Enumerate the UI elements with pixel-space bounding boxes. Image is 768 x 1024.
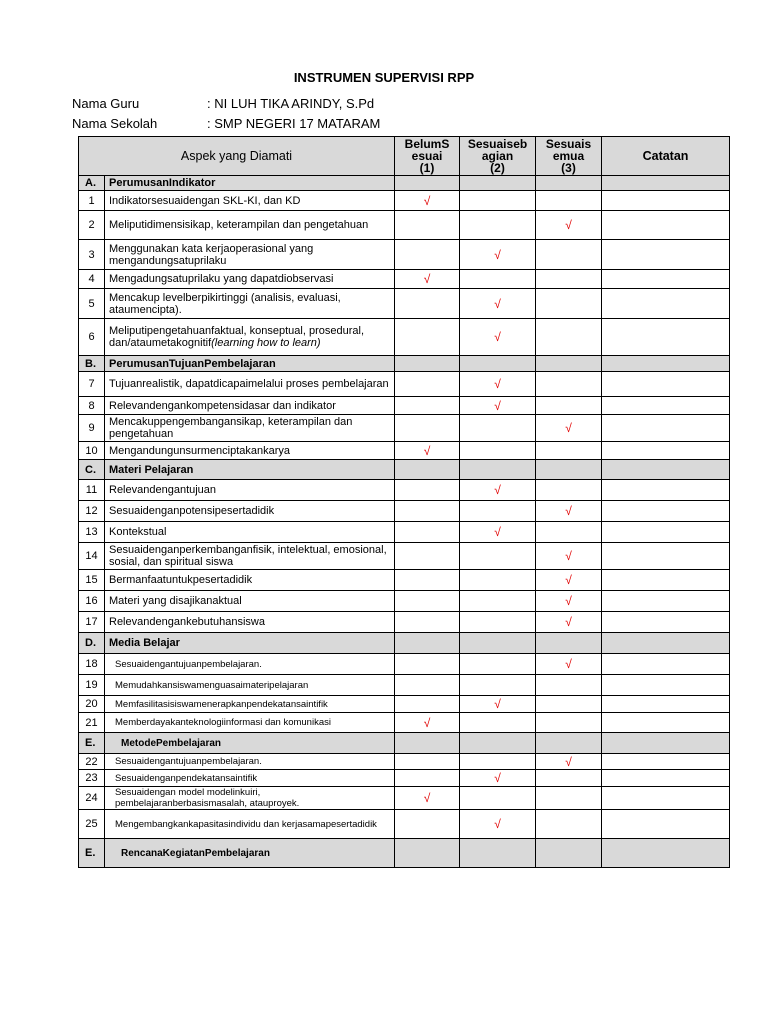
section-title: PerumusanIndikator (105, 176, 395, 191)
item-text-label: Memudahkansiswamenguasaimateripelajaran (115, 679, 309, 691)
check-mark-icon: √ (423, 193, 431, 208)
school-label: Nama Sekolah (72, 116, 158, 131)
item-text (105, 397, 395, 415)
empty-cell (602, 176, 730, 191)
item-text (105, 240, 395, 270)
section-title: RencanaKegiatanPembelajaran (105, 839, 395, 868)
header-sesuai-sebagian: Sesuaiseb agian (2) (460, 137, 536, 176)
score-cell-2 (460, 810, 536, 839)
section-row (79, 176, 730, 191)
table-row (79, 319, 730, 356)
score-cell-1 (395, 270, 460, 289)
score-cell-3 (536, 570, 602, 591)
item-text-label: Materi yang disajikanaktual (109, 595, 242, 607)
section-row (79, 356, 730, 372)
item-text (105, 191, 395, 211)
score-cell-1 (395, 713, 460, 733)
empty-cell (460, 633, 536, 654)
empty-cell (602, 460, 730, 480)
score-cell-3 (536, 810, 602, 839)
school-info (72, 116, 380, 131)
score-cell-3 (536, 612, 602, 633)
score-cell-3 (536, 713, 602, 733)
score-cell-1 (395, 191, 460, 211)
empty-cell (536, 356, 602, 372)
item-text (105, 696, 395, 713)
table-row (79, 415, 730, 442)
section-row (79, 633, 730, 654)
item-number: 11 (79, 480, 105, 501)
check-mark-icon: √ (565, 594, 572, 608)
item-text-label: Sesuaidenganperkembanganfisik, intelektual, emosional, sosial, dan spiritual siswa (109, 544, 387, 568)
item-number: 2 (79, 211, 105, 240)
item-number: 21 (79, 713, 105, 733)
catatan-cell (602, 543, 730, 570)
item-text (105, 570, 395, 591)
empty-cell (395, 460, 460, 480)
catatan-cell (602, 675, 730, 696)
item-text-label: Meliputidimensisikap, keterampilan dan pengetahuan (109, 219, 369, 231)
item-text (105, 675, 395, 696)
item-number: 15 (79, 570, 105, 591)
score-cell-1 (395, 211, 460, 240)
score-cell-2 (460, 543, 536, 570)
empty-cell (536, 460, 602, 480)
catatan-cell (602, 415, 730, 442)
score-cell-2 (460, 372, 536, 397)
check-mark-icon: √ (494, 817, 501, 831)
score-cell-1 (395, 480, 460, 501)
catatan-cell (602, 570, 730, 591)
score-cell-2 (460, 480, 536, 501)
table-row (79, 696, 730, 713)
check-mark-icon: √ (565, 573, 572, 587)
section-letter: E. (79, 733, 105, 754)
score-cell-1 (395, 397, 460, 415)
catatan-cell (602, 191, 730, 211)
section-row (79, 839, 730, 868)
table-row (79, 713, 730, 733)
score-cell-1 (395, 696, 460, 713)
score-cell-1 (395, 810, 460, 839)
empty-cell (602, 733, 730, 754)
item-text-label: Menggunakan kata kerjaoperasional yang mengandungsatuprilaku (109, 242, 314, 267)
score-cell-2 (460, 713, 536, 733)
check-mark-icon: √ (565, 615, 572, 629)
catatan-cell (602, 696, 730, 713)
table-row (79, 522, 730, 543)
item-text (105, 713, 395, 733)
catatan-cell (602, 654, 730, 675)
item-number: 7 (79, 372, 105, 397)
section-letter: E. (79, 839, 105, 868)
item-number: 5 (79, 289, 105, 319)
section-letter: B. (79, 356, 105, 372)
score-cell-1 (395, 675, 460, 696)
score-cell-1 (395, 754, 460, 770)
check-mark-icon: √ (565, 218, 572, 232)
item-text (105, 319, 395, 356)
catatan-cell (602, 522, 730, 543)
score-cell-3 (536, 442, 602, 460)
item-text-label: Relevandengankompetensidasar dan indikator (109, 399, 336, 412)
empty-cell (460, 356, 536, 372)
score-cell-2 (460, 591, 536, 612)
score-cell-1 (395, 415, 460, 442)
score-cell-2 (460, 770, 536, 787)
item-number: 19 (79, 675, 105, 696)
item-text (105, 211, 395, 240)
table-row (79, 442, 730, 460)
item-number: 22 (79, 754, 105, 770)
score-cell-3 (536, 754, 602, 770)
score-cell-2 (460, 754, 536, 770)
score-cell-2 (460, 696, 536, 713)
item-text (105, 442, 395, 460)
item-number: 14 (79, 543, 105, 570)
empty-cell (460, 733, 536, 754)
table-row (79, 372, 730, 397)
catatan-cell (602, 754, 730, 770)
score-cell-2 (460, 415, 536, 442)
table-row (79, 240, 730, 270)
score-cell-3 (536, 543, 602, 570)
item-text (105, 270, 395, 289)
table-row (79, 591, 730, 612)
item-text (105, 810, 395, 839)
score-cell-2 (460, 397, 536, 415)
catatan-cell (602, 289, 730, 319)
item-number: 16 (79, 591, 105, 612)
check-mark-icon: √ (494, 525, 501, 539)
check-mark-icon: √ (423, 791, 431, 805)
empty-cell (536, 176, 602, 191)
check-mark-icon: √ (494, 330, 501, 344)
check-mark-icon: √ (565, 657, 572, 671)
check-mark-icon: √ (565, 504, 572, 518)
score-cell-3 (536, 787, 602, 810)
table-row (79, 810, 730, 839)
item-text-label: Meliputipengetahuanfaktual, konseptual, prosedural, dan/ataumetakognitif (109, 325, 365, 349)
score-cell-2 (460, 501, 536, 522)
item-text (105, 612, 395, 633)
catatan-cell (602, 713, 730, 733)
catatan-cell (602, 810, 730, 839)
empty-cell (602, 356, 730, 372)
section-title: MetodePembelajaran (105, 733, 395, 754)
item-number: 12 (79, 501, 105, 522)
score-cell-3 (536, 397, 602, 415)
empty-cell (395, 839, 460, 868)
check-mark-icon: √ (565, 421, 572, 435)
item-number: 24 (79, 787, 105, 810)
empty-cell (395, 633, 460, 654)
empty-cell (460, 460, 536, 480)
section-title: Media Belajar (105, 633, 395, 654)
catatan-cell (602, 270, 730, 289)
item-number: 6 (79, 319, 105, 356)
table-row (79, 211, 730, 240)
score-cell-2 (460, 654, 536, 675)
check-mark-icon: √ (423, 443, 431, 458)
section-title: Materi Pelajaran (105, 460, 395, 480)
item-text-label: Sesuaidengantujuanpembelajaran. (115, 756, 262, 767)
score-cell-1 (395, 289, 460, 319)
score-cell-1 (395, 591, 460, 612)
section-title: PerumusanTujuanPembelajaran (105, 356, 395, 372)
item-text-label: Relevandengankebutuhansiswa (109, 616, 265, 628)
item-text-label: Mengadungsatuprilaku yang dapatdiobservasi (109, 273, 334, 285)
item-number: 25 (79, 810, 105, 839)
score-cell-1 (395, 240, 460, 270)
score-cell-2 (460, 191, 536, 211)
score-cell-1 (395, 319, 460, 356)
catatan-cell (602, 319, 730, 356)
table-row (79, 501, 730, 522)
table-row (79, 289, 730, 319)
score-cell-3 (536, 319, 602, 356)
table-row (79, 754, 730, 770)
score-cell-3 (536, 675, 602, 696)
item-text (105, 289, 395, 319)
score-cell-3 (536, 415, 602, 442)
section-row (79, 460, 730, 480)
score-cell-2 (460, 522, 536, 543)
score-cell-3 (536, 270, 602, 289)
item-text-label: Sesuaidengan model modelinkuiri, pembelajaranberbasismasalah, atauproyek. (115, 787, 300, 809)
item-text-label: Memfasilitasisiswamenerapkanpendekatansaintifik (115, 698, 328, 710)
item-text (105, 770, 395, 787)
table-row (79, 675, 730, 696)
score-cell-3 (536, 289, 602, 319)
section-letter: D. (79, 633, 105, 654)
check-mark-icon: √ (494, 377, 501, 391)
section-row (79, 733, 730, 754)
score-cell-2 (460, 675, 536, 696)
catatan-cell (602, 787, 730, 810)
document-title: INSTRUMEN SUPERVISI RPP (293, 70, 475, 85)
score-cell-1 (395, 501, 460, 522)
empty-cell (536, 733, 602, 754)
score-cell-2 (460, 442, 536, 460)
item-text (105, 591, 395, 612)
item-text-label: Bermanfaatuntukpesertadidik (109, 574, 253, 586)
teacher-label: Nama Guru (72, 96, 140, 111)
empty-cell (395, 176, 460, 191)
item-text (105, 415, 395, 442)
score-cell-1 (395, 654, 460, 675)
catatan-cell (602, 480, 730, 501)
item-text-label: Mencakup levelberpikirtinggi (analisis, evaluasi, ataumencipta). (109, 291, 341, 316)
check-mark-icon: √ (565, 549, 572, 563)
check-mark-icon: √ (494, 483, 501, 497)
item-text-label: Mencakuppengembangansikap, keterampilan dan pengetahuan (109, 416, 353, 440)
score-cell-2 (460, 270, 536, 289)
check-mark-icon: √ (494, 398, 501, 413)
catatan-cell (602, 612, 730, 633)
item-number: 9 (79, 415, 105, 442)
score-cell-3 (536, 240, 602, 270)
item-text-label: Sesuaidenganpotensipesertadidik (109, 505, 275, 517)
check-mark-icon: √ (423, 272, 431, 286)
catatan-cell (602, 591, 730, 612)
item-number: 17 (79, 612, 105, 633)
score-cell-2 (460, 211, 536, 240)
item-number: 23 (79, 770, 105, 787)
item-number: 20 (79, 696, 105, 713)
item-number: 8 (79, 397, 105, 415)
item-text-label: Sesuaidengantujuanpembelajaran. (115, 658, 262, 670)
catatan-cell (602, 397, 730, 415)
score-cell-2 (460, 612, 536, 633)
empty-cell (395, 733, 460, 754)
check-mark-icon: √ (494, 247, 501, 262)
score-cell-1 (395, 522, 460, 543)
score-cell-2 (460, 240, 536, 270)
item-number: 1 (79, 191, 105, 211)
score-cell-2 (460, 289, 536, 319)
item-text-label: Sesuaidenganpendekatansaintifik (115, 772, 258, 784)
empty-cell (460, 176, 536, 191)
item-text (105, 522, 395, 543)
item-number: 18 (79, 654, 105, 675)
score-cell-1 (395, 570, 460, 591)
table-row (79, 397, 730, 415)
catatan-cell (602, 501, 730, 522)
empty-cell (395, 356, 460, 372)
table-header-row (79, 137, 730, 176)
item-number: 10 (79, 442, 105, 460)
item-text-label: Kontekstual (109, 526, 167, 538)
check-mark-icon: √ (494, 697, 501, 711)
score-cell-3 (536, 480, 602, 501)
item-text-label: Tujuanrealistik, dapatdicapaimelalui proses pembelajaran (109, 378, 389, 390)
score-cell-3 (536, 654, 602, 675)
header-aspek: Aspek yang Diamati (79, 137, 395, 176)
empty-cell (602, 839, 730, 868)
item-text (105, 543, 395, 570)
empty-cell (536, 839, 602, 868)
score-cell-1 (395, 543, 460, 570)
score-cell-1 (395, 372, 460, 397)
check-mark-icon: √ (423, 715, 431, 730)
table-row (79, 770, 730, 787)
teacher-info (72, 96, 374, 111)
catatan-cell (602, 211, 730, 240)
header-catatan: Catatan (602, 137, 730, 176)
school-value: : SMP NEGERI 17 MATARAM (207, 116, 381, 131)
score-cell-1 (395, 612, 460, 633)
check-mark-icon: √ (494, 296, 501, 311)
catatan-cell (602, 372, 730, 397)
item-text (105, 654, 395, 675)
supervision-table (78, 136, 730, 868)
score-cell-3 (536, 501, 602, 522)
item-number: 3 (79, 240, 105, 270)
header-sesuai-semua: Sesuais emua (3) (536, 137, 602, 176)
item-text-label: Indikatorsesuaidengan SKL-KI, dan KD (109, 194, 301, 207)
teacher-value: : NI LUH TIKA ARINDY, S.Pd (207, 96, 375, 111)
table-row (79, 543, 730, 570)
table-row (79, 654, 730, 675)
score-cell-2 (460, 570, 536, 591)
score-cell-3 (536, 372, 602, 397)
table-row (79, 787, 730, 810)
item-text (105, 480, 395, 501)
item-text (105, 372, 395, 397)
item-number: 4 (79, 270, 105, 289)
score-cell-1 (395, 787, 460, 810)
table-row (79, 570, 730, 591)
check-mark-icon: √ (565, 754, 572, 769)
score-cell-3 (536, 696, 602, 713)
score-cell-1 (395, 442, 460, 460)
table-row (79, 270, 730, 289)
score-cell-3 (536, 211, 602, 240)
empty-cell (460, 839, 536, 868)
item-text (105, 754, 395, 770)
item-number: 13 (79, 522, 105, 543)
score-cell-3 (536, 191, 602, 211)
score-cell-2 (460, 787, 536, 810)
item-text-label: Memberdayakanteknologiinformasi dan komunikasi (115, 717, 331, 728)
item-text-label: Mengandungunsurmenciptakankarya (109, 444, 291, 457)
catatan-cell (602, 770, 730, 787)
score-cell-2 (460, 319, 536, 356)
item-text-label: Mengembangkankapasitasindividu dan kerjasamapesertadidik (115, 818, 377, 830)
catatan-cell (602, 442, 730, 460)
score-cell-3 (536, 770, 602, 787)
item-text-italic: (learning how to learn) (211, 337, 321, 349)
score-cell-3 (536, 591, 602, 612)
section-letter: A. (79, 176, 105, 191)
header-belum-sesuai: BelumS esuai (1) (395, 137, 460, 176)
score-cell-3 (536, 522, 602, 543)
score-cell-1 (395, 770, 460, 787)
section-letter: C. (79, 460, 105, 480)
table-row (79, 480, 730, 501)
table-row (79, 612, 730, 633)
item-text (105, 787, 395, 810)
check-mark-icon: √ (494, 771, 501, 785)
item-text-label: Relevandengantujuan (109, 484, 217, 496)
table-row (79, 191, 730, 211)
empty-cell (536, 633, 602, 654)
item-text (105, 501, 395, 522)
catatan-cell (602, 240, 730, 270)
empty-cell (602, 633, 730, 654)
